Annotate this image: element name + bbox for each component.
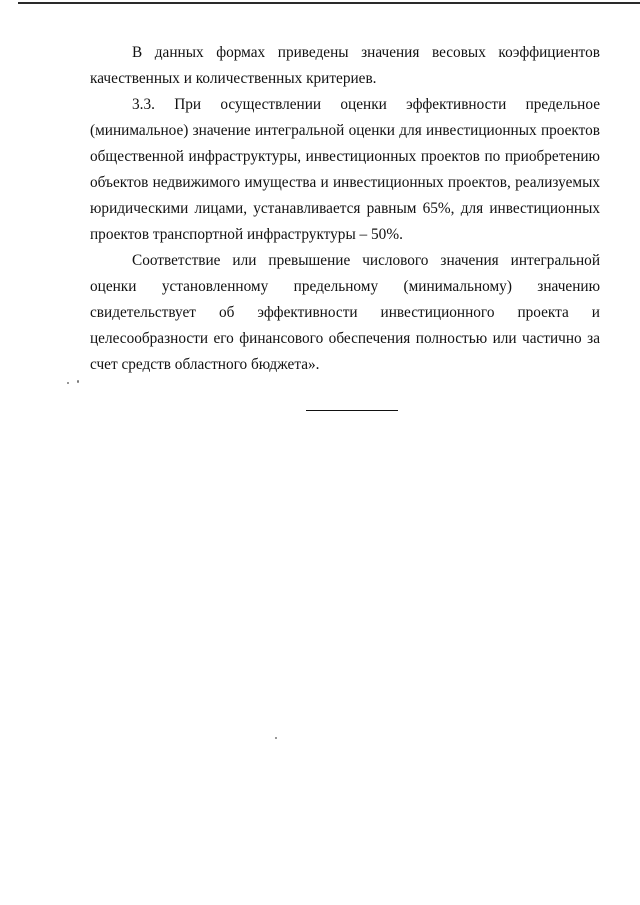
top-scan-border <box>18 2 640 4</box>
paragraph-efficiency-conclusion: Соответствие или превышение числового значения интегральной оценки установленному предельному (минимальному) значению свидетельствует об эффективности инвестиционного проекта и целесообразности его финансового обеспечения полностью или частично за счет средств областного бюджета». <box>90 252 600 373</box>
paragraph-3-3-threshold: 3.3. При осуществлении оценки эффективности предельное (минимальное) значение интегральной оценки для инвестиционных проектов общественной инфраструктуры, инвестиционных проектов по приобретению объектов недвижимого имущества и инвестиционных проектов, реализуемых юридическими лицами, устанавливается равным 65%, для инвестиционных проектов транспортной инфраструктуры – 50%. <box>90 96 600 243</box>
scan-speck <box>275 737 277 739</box>
closing-line <box>306 410 398 411</box>
paragraph-weight-coefficients: В данных формах приведены значения весовых коэффициентов качественных и количественных критериев. <box>90 44 600 87</box>
document-body <box>90 40 600 378</box>
scan-speck <box>67 382 69 384</box>
scan-speck <box>77 380 79 383</box>
